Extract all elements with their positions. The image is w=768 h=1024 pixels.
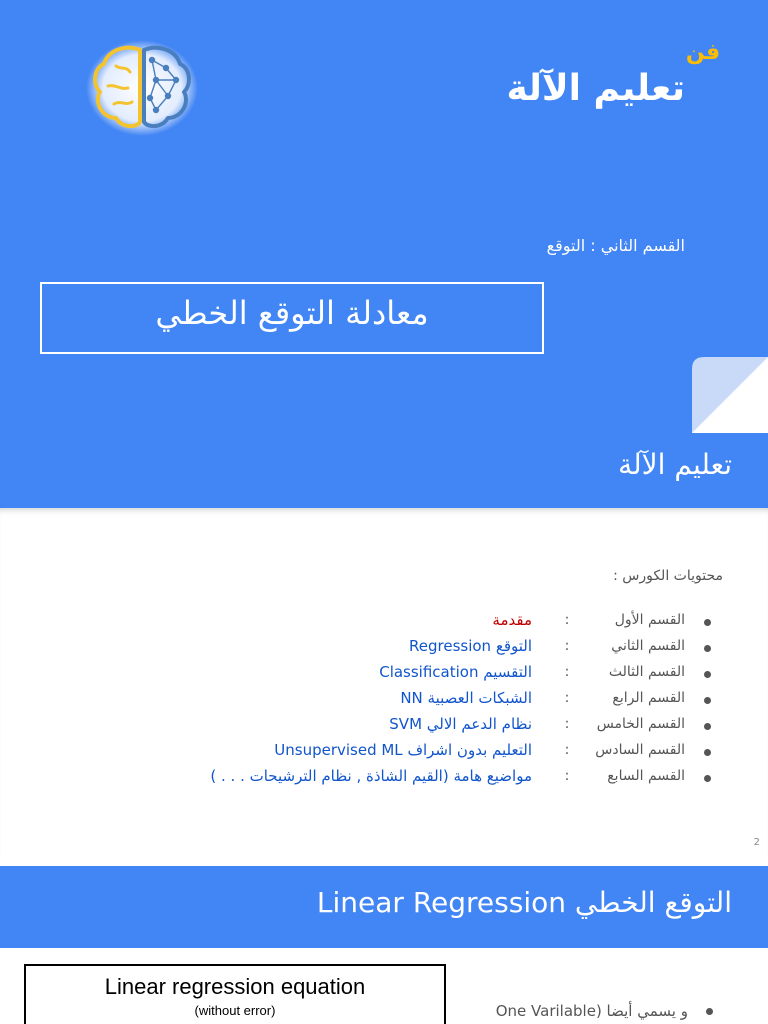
toc-section-value: مواضيع هامة (القيم الشاذة , نظام الترشيحات . . . )	[210, 767, 532, 785]
bullet-icon	[704, 723, 711, 730]
toc-section-label: القسم الرابع	[612, 690, 685, 706]
slide-header-bar	[0, 866, 768, 948]
bullet-icon	[704, 671, 711, 678]
toc-colon: :	[564, 638, 570, 654]
toc-section-label: القسم السابع	[607, 768, 685, 784]
section-subtitle: القسم الثاني : التوقع	[546, 236, 685, 255]
toc-section-label: القسم الخامس	[596, 716, 685, 732]
contents-slide	[0, 508, 768, 858]
bullet-icon	[704, 749, 711, 756]
toc-row	[0, 715, 768, 737]
toc-row	[0, 689, 768, 711]
toc-section-label: القسم الأول	[614, 612, 685, 628]
toc-section-value: مقدمة	[492, 611, 532, 629]
toc-colon: :	[564, 664, 570, 680]
brain-logo-icon	[86, 40, 198, 136]
toc-colon: :	[564, 768, 570, 784]
equation-box	[24, 964, 446, 1024]
bullet-icon	[704, 645, 711, 652]
equation-box-title: Linear regression equation	[104, 974, 366, 999]
linear-regression-slide	[0, 866, 768, 1024]
toc-row	[0, 611, 768, 633]
logo-title: تعليم الآلة	[506, 68, 685, 109]
toc-colon: :	[564, 612, 570, 628]
main-title-box	[40, 282, 544, 354]
toc-row	[0, 637, 768, 659]
toc-row	[0, 767, 768, 789]
logo-accent-text: فن	[685, 40, 721, 65]
toc-colon: :	[564, 716, 570, 732]
main-title: معادلة التوقع الخطي	[155, 294, 429, 332]
toc-section-value: الشبكات العصبية NN	[400, 689, 532, 707]
toc-row	[0, 741, 768, 763]
toc-colon: :	[564, 690, 570, 706]
contents-heading: محتويات الكورس :	[613, 568, 723, 584]
equation-box-subtitle: (without error)	[194, 1003, 276, 1018]
toc-section-label: القسم الثاني	[611, 638, 685, 654]
toc-section-label: القسم السادس	[595, 742, 685, 758]
toc-row	[0, 663, 768, 685]
title-slide	[0, 0, 768, 508]
toc-section-value: التعليم بدون اشراف Unsupervised ML	[274, 741, 532, 759]
slide-title: التوقع الخطي Linear Regression	[316, 886, 732, 919]
bullet-icon	[704, 775, 711, 782]
slide-footer-title: تعليم الآلة	[618, 448, 732, 481]
toc-section-value: التوقع Regression	[409, 637, 532, 655]
toc-section-value: نظام الدعم الالي SVM	[389, 715, 532, 733]
toc-colon: :	[564, 742, 570, 758]
corner-fold-decoration	[692, 357, 768, 433]
toc-section-value: التقسيم Classification	[379, 663, 532, 681]
bullet-icon	[704, 697, 711, 704]
bullet-icon	[706, 1008, 713, 1015]
bullet-text: و يسمي أيضا (One Varilable	[495, 1002, 688, 1020]
bullet-icon	[704, 619, 711, 626]
toc-section-label: القسم الثالث	[608, 664, 685, 680]
page-number: 2	[753, 837, 760, 848]
